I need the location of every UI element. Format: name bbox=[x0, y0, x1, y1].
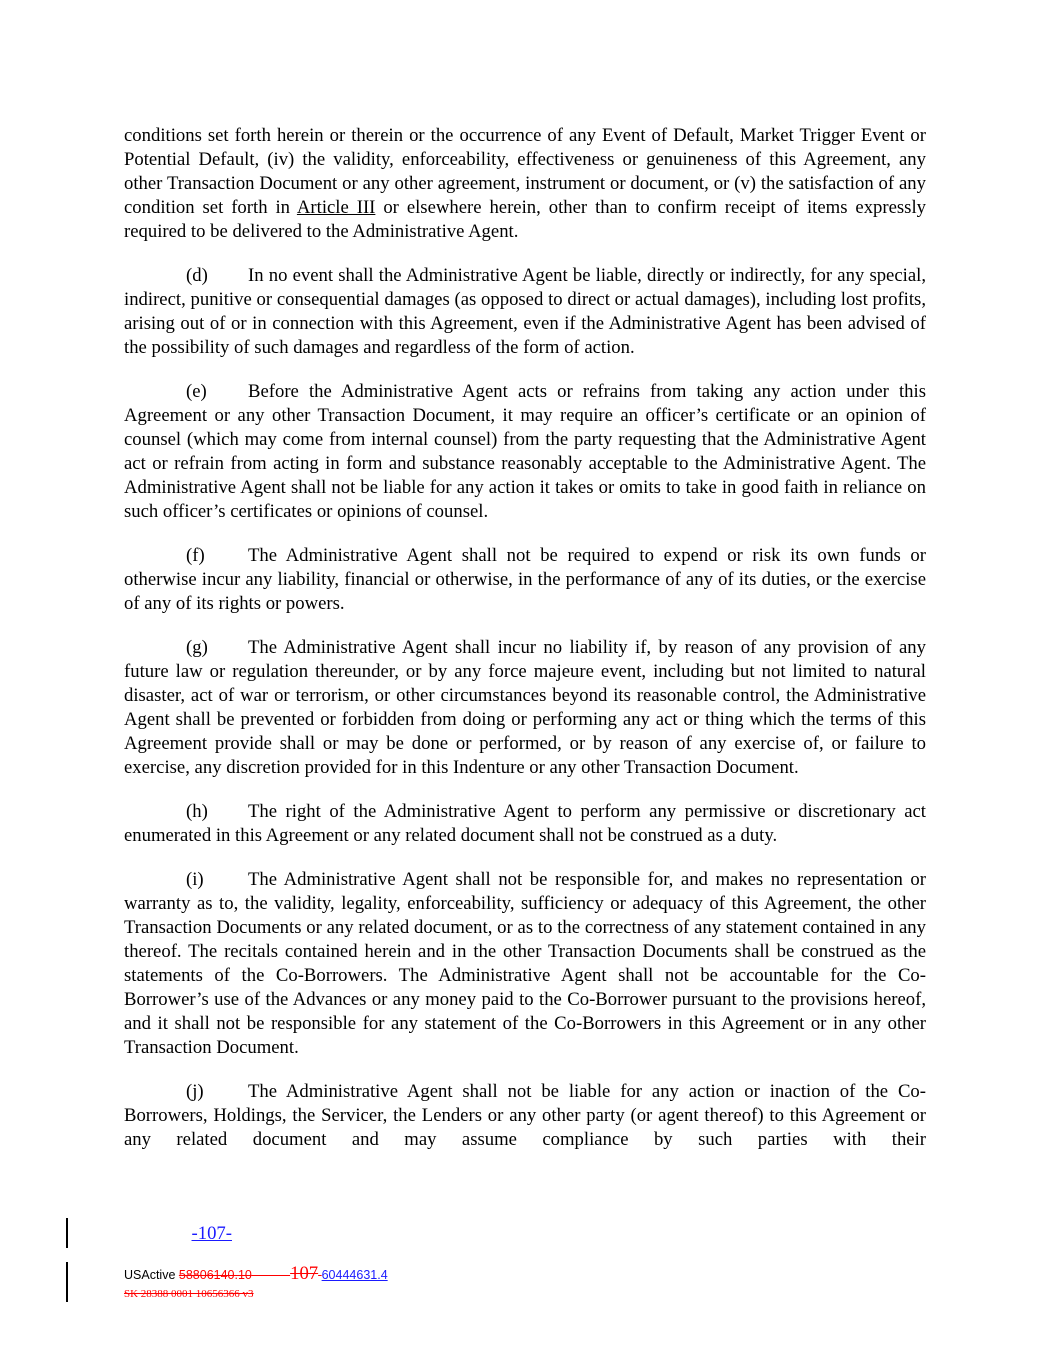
paragraph-label: (j) bbox=[186, 1081, 204, 1102]
change-bar-bottom bbox=[66, 1262, 68, 1302]
footer-inserted-id: 60444631.4 bbox=[321, 1268, 388, 1282]
footer-deleted-page: 107 bbox=[290, 1263, 319, 1284]
opening-paragraph bbox=[124, 124, 926, 244]
paragraph-label: (i) bbox=[186, 869, 204, 890]
paragraph-j bbox=[124, 1080, 926, 1152]
change-bar-top bbox=[66, 1218, 68, 1248]
paragraph-label: (h) bbox=[186, 801, 208, 822]
paragraph-g bbox=[124, 636, 926, 780]
paragraph-label: (e) bbox=[186, 381, 207, 402]
paragraph-text: The right of the Administrative Agent to perform any permissive or discretionary act enumerated in this Agreement or any related document shall not be construed as a duty. bbox=[124, 801, 926, 846]
paragraph-i bbox=[124, 868, 926, 1060]
page-number: -107- bbox=[191, 1223, 232, 1244]
paragraph-d bbox=[124, 264, 926, 360]
paragraph-label: (d) bbox=[186, 265, 208, 286]
article-iii-reference: Article III bbox=[296, 197, 376, 218]
footer-deleted-line: SK 28388 0001 10656366 v3 bbox=[124, 1288, 254, 1300]
paragraph-f bbox=[124, 544, 926, 616]
paragraph-text: Before the Administrative Agent acts or refrains from taking any action under this Agreement or any other Transaction Document, it may require an officer’s certificate or an opinion of counsel (which may come from internal counsel) from the party requesting that the Administrative Agent act or refrain from acting in form and substance reasonably acceptable to the Administrative Agent. The Administrative Agent shall not be liable for any action it takes or omits to take in good faith in reliance on such officer’s certificates or opinions of counsel. bbox=[124, 381, 926, 522]
footer-prefix: USActive bbox=[124, 1268, 176, 1282]
footer-doc-id bbox=[124, 1263, 388, 1284]
footer-deleted-spacer bbox=[252, 1268, 290, 1282]
opening-text-pre: conditions set forth herein or therein or the occurrence of any Event of Default, Market Trigger Event or Potential Default, (iv) the validity, enforceability, effectiveness or genuineness of this Agreement, any other Transaction Document or any other agreement, instrument or document, or (v) the satisfaction of any condition set forth in bbox=[124, 125, 926, 218]
opening-text-post: or elsewhere herein, other than to confirm receipt of items expressly required to be delivered to the Administrative Agent. bbox=[124, 197, 926, 242]
document-body bbox=[124, 124, 926, 1152]
paragraph-label: (g) bbox=[186, 637, 208, 658]
paragraph-text: The Administrative Agent shall not be required to expend or risk its own funds or otherwise incur any liability, financial or otherwise, in the performance of any of its duties, or the exercise of any of its rights or powers. bbox=[124, 545, 926, 614]
paragraph-text: The Administrative Agent shall not be liable for any action or inaction of the Co-Borrowers, Holdings, the Servicer, the Lenders or any other party (or agent thereof) to this Agreement or any related document and may assume compliance by such parties with their bbox=[124, 1081, 926, 1150]
paragraph-label: (f) bbox=[186, 545, 205, 566]
paragraph-text: In no event shall the Administrative Agent be liable, directly or indirectly, for any special, indirect, punitive or consequential damages (as opposed to direct or actual damages), including lost profits, arising out of or in connection with this Agreement, even if the Administrative Agent has been advised of the possibility of such damages and regardless of the form of action. bbox=[124, 265, 926, 358]
paragraph-text: The Administrative Agent shall not be responsible for, and makes no representation or warranty as to, the validity, legality, enforceability, sufficiency or adequacy of this Agreement, the other Transaction Documents or any related document, or as to the correctness of any statement contained in any thereof. The recitals contained herein and in the other Transaction Documents shall be construed as the statements of the Co-Borrowers. The Administrative Agent shall not be accountable for the Co- Borrower’s use of the Advances or any money paid to the Co-Borrower pursuant to the provisions hereof, and it shall not be responsible for any statement of the Co-Borrowers in this Agreement or in any other Transaction Document. bbox=[124, 869, 926, 1058]
paragraph-e bbox=[124, 380, 926, 524]
paragraph-h bbox=[124, 800, 926, 848]
paragraph-text: The Administrative Agent shall incur no liability if, by reason of any provision of any future law or regulation thereunder, or by any force majeure event, including but not limited to natural disaster, act of war or terrorism, or other circumstances beyond its reasonable control, the Administrative Agent shall be prevented or forbidden from doing or performing any act or thing which the terms of this Agreement provide shall or may be done or performed, or by reason of any exercise of, or failure to exercise, any discretion provided for in this Indenture or any other Transaction Document. bbox=[124, 637, 926, 778]
footer-deleted-id: 58806140.10 bbox=[178, 1268, 252, 1282]
